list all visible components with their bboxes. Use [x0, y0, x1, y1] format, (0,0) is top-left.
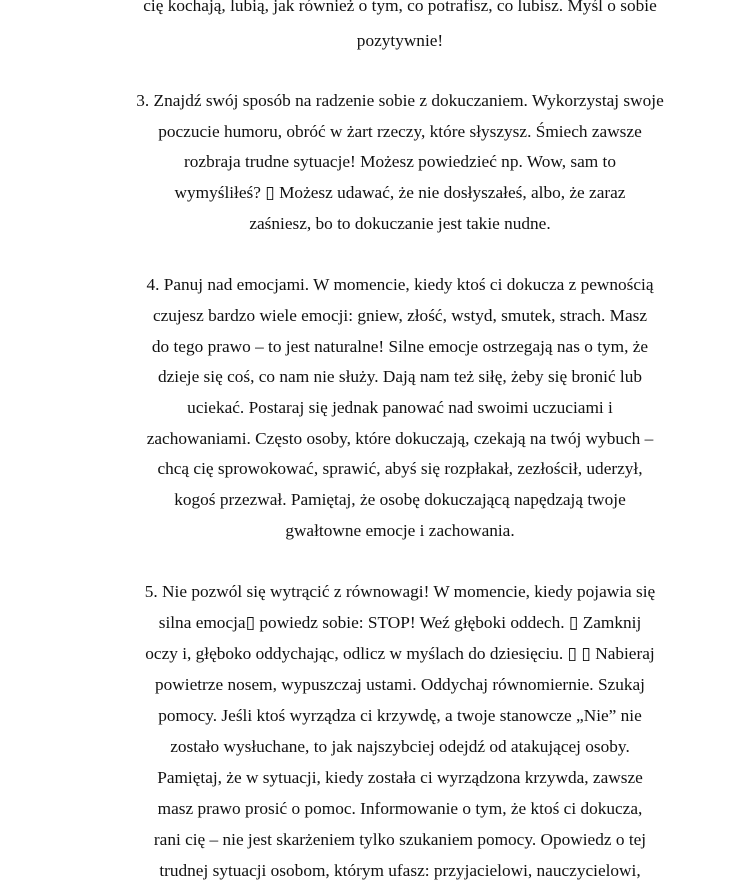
text-line: wymyśliłeś? ▯ Możesz udawać, że nie dosłyszałeś, albo, że zaraz: [174, 183, 626, 202]
text-line: uciekać. Postaraj się jednak panować nad swoimi uczuciami i: [187, 398, 613, 417]
text-line: 4. Panuj nad emocjami. W momencie, kiedy ktoś ci dokucza z pewnością: [146, 275, 654, 294]
text-line: rozbraja trudne sytuacje! Możesz powiedzieć np. Wow, sam to: [184, 152, 616, 171]
text-line: oczy i, głęboko oddychając, odlicz w myślach do dziesięciu. ▯ ▯ Nabieraj: [145, 644, 655, 663]
text-line: 3. Znajdź swój sposób na radzenie sobie z dokuczaniem. Wykorzystaj swoje: [136, 91, 664, 110]
text-line: powietrze nosem, wypuszczaj ustami. Oddychaj równomiernie. Szukaj: [155, 675, 645, 694]
text-line: do tego prawo – to jest naturalne! Silne emocje ostrzegają nas o tym, że: [151, 337, 649, 356]
text-line: pozytywnie!: [356, 31, 444, 50]
text-line: zostało wysłuchane, to jak najszybciej odejdź od atakującej osoby.: [170, 737, 630, 756]
text-line: 5. Nie pozwól się wytrącić z równowagi! W momencie, kiedy pojawia się: [144, 582, 656, 601]
text-line: kogoś przezwał. Pamiętaj, że osobę dokuczającą napędzają twoje: [174, 490, 626, 509]
text-line: trudnej sytuacji osobom, którym ufasz: przyjacielowi, nauczycielowi,: [159, 861, 641, 880]
text-line: pomocy. Jeśli ktoś wyrządza ci krzywdę, a twoje stanowcze „Nie” nie: [158, 706, 642, 725]
text-line: rani cię – nie jest skarżeniem tylko szukaniem pomocy. Opowiedz o tej: [153, 830, 647, 849]
text-line: cię kochają, lubią, jak również o tym, co potrafisz, co lubisz. Myśl o sobie: [143, 0, 657, 15]
text-line: czujesz bardzo wiele emocji: gniew, złość, wstyd, smutek, strach. Masz: [152, 306, 648, 325]
text-line: silna emocja▯ powiedz sobie: STOP! Weź głęboki oddech. ▯ Zamknij: [158, 613, 642, 632]
text-line: poczucie humoru, obróć w żart rzeczy, które słyszysz. Śmiech zawsze: [158, 122, 642, 141]
text-line: Pamiętaj, że w sytuacji, kiedy została ci wyrządzona krzywda, zawsze: [157, 768, 643, 787]
text-line: chcą cię sprowokować, sprawić, abyś się rozpłakał, zezłościł, uderzył,: [157, 459, 643, 478]
text-line: zaśniesz, bo to dokuczanie jest takie nudne.: [249, 214, 551, 233]
text-line: gwałtowne emocje i zachowania.: [285, 521, 515, 540]
text-line: zachowaniami. Często osoby, które dokuczają, czekają na twój wybuch –: [146, 429, 654, 448]
text-line: dzieje się coś, co nam nie służy. Dają nam też siłę, żeby się bronić lub: [157, 367, 643, 386]
text-line: masz prawo prosić o pomoc. Informowanie o tym, że ktoś ci dokucza,: [157, 799, 643, 818]
